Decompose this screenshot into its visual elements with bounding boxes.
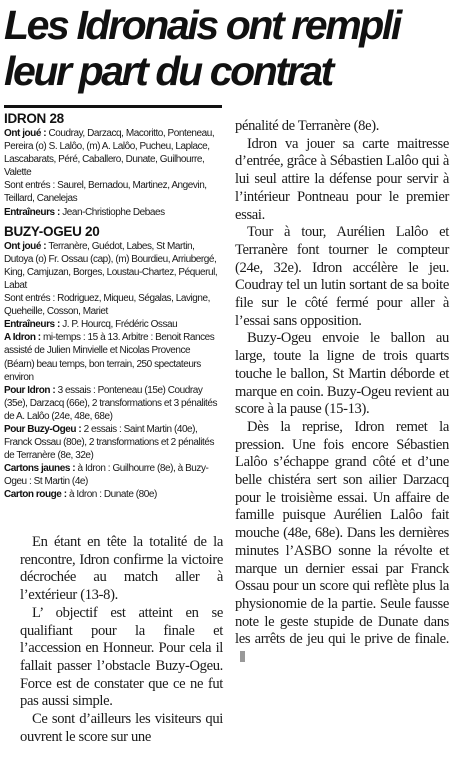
headline-line-2: leur part du contrat: [4, 48, 332, 94]
article-paragraph-last: [235, 419, 449, 667]
a-idron-label: A Idron :: [4, 332, 41, 344]
buzy-substitutes: Sont entrés : Rodriguez, Miqueu, Ségalas, Lavigne, Queheille, Cosson, Mariet: [4, 293, 210, 318]
pour-buzy-label: Pour Buzy-Ogeu :: [4, 423, 82, 435]
end-mark-icon: [240, 651, 245, 662]
yellow-cards-text: à Idron : Guilhourre (8e), à Buzy-Ogeu : St Martin (4e): [4, 463, 209, 488]
buzy-coach-names: J. P. Hourcq, Frédéric Ossau: [62, 319, 178, 331]
idron-coach-names: Jean-Christiophe Debaes: [62, 206, 165, 218]
article-paragraph: Buzy-Ogeu envoie le ballon au large, toute la ligne de trois quarts touche le ballon, St Martin déborde et marque en coin. Buzy-Ogeu revient au score à la pause (15-13).: [235, 330, 449, 418]
idron-substitutes: Sont entrés : Saurel, Bernadou, Martinez, Angevin, Teillard, Canelejas: [4, 180, 207, 205]
article-paragraph: Tour à tour, Aurélien Lalôo et Terranère font tourner le compteur (24e, 32e). Idron accélère le jeu. Coudray tel un lutin sortant de sa boite file sur le côté fermé pour aller à l’essai sans opposition.: [235, 224, 449, 329]
idron-scoring: [4, 384, 222, 423]
match-info-column: [4, 105, 222, 502]
box-top-rule: [4, 105, 222, 108]
match-details-text: mi-temps : 15 à 13. Arbitre : Benoit Rances assisté de Julien Minvielle et Nicolas Provence (Béarn) beau temps, bon terrain, 250 spectateurs environ: [4, 332, 215, 383]
article-paragraph: L’ objectif est atteint en se qualifiant pour la finale et l’accession en Honneur. Pour cela il fallait passer l’obstacle Buzy-Ogeu. Force est de constater que ce ne fut pas aussi simple.: [20, 604, 223, 710]
ont-joue-label: Ont joué :: [4, 240, 47, 252]
red-card: [4, 488, 222, 501]
article-paragraph: En étant en tête la totalité de la rencontre, Idron confirme la victoire décrochée au match aller à l’extérieur (13-8).: [20, 534, 223, 604]
article-paragraph: Ce sont d’ailleurs les visiteurs qui ouvrent le score sur une: [20, 711, 223, 745]
idron-players: Coudray, Darzacq, Macoritto, Ponteneau, Pereira (o) S. Lalôo, (m) A. Lalôo, Pucheu, Laplace, Lascabarats, Péré, Caballero, Dunate, Guilhourre, Valette: [4, 128, 215, 179]
match-info-box: [4, 111, 222, 502]
match-details: [4, 331, 222, 383]
idron-lineup: [4, 127, 222, 179]
buzy-scoring-text: 2 essais : Saint Martin (40e), Franck Ossau (80e), 2 transformations et 2 pénalités de Terranère (8e, 32e): [4, 423, 215, 462]
buzy-coaches: [4, 318, 222, 331]
article-body-right: [235, 118, 449, 667]
idron-team-heading: IDRON 28: [4, 111, 64, 126]
cartons-jaunes-label: Cartons jaunes :: [4, 463, 76, 475]
ont-joue-label: Ont joué :: [4, 128, 47, 139]
article-paragraph: pénalité de Terranère (8e).: [235, 118, 380, 134]
entraineurs-label: Entraîneurs :: [4, 319, 60, 331]
idron-scoring-text: 3 essais : Ponteneau (15e) Coudray (35e), Darzacq (66e), 2 transformations et 3 pénalités de A. Lalôo (24e, 48e, 68e): [4, 384, 218, 422]
article-paragraph: Idron va jouer sa carte maitresse d’entrée, grâce à Sébastien Lalôo qui à lui seul attire la défense pour servir à l’intérieur Pontneau pour le premier essai.: [235, 135, 449, 223]
buzy-scoring: [4, 423, 222, 462]
article-headline: [4, 2, 452, 94]
yellow-cards: [4, 462, 222, 488]
red-card-text: à Idron : Dunate (80e): [68, 489, 157, 501]
buzy-team-heading: BUZY-OGEU 20: [4, 223, 100, 239]
buzy-lineup: [4, 240, 222, 292]
buzy-players: Terranère, Guédot, Labes, St Martin, Dutoya (o) Fr. Ossau (cap), (m) Bourdieu, Arriubergé, King, Camjuzan, Borges, Loustau-Chartez, Péquerul, Labat: [4, 240, 218, 291]
carton-rouge-label: Carton rouge :: [4, 489, 67, 501]
headline-line-1: Les Idronais ont rempli: [4, 2, 400, 48]
pour-idron-label: Pour Idron :: [4, 384, 56, 396]
article-body-left: [20, 534, 223, 746]
entraineurs-label: Entraîneurs :: [4, 206, 60, 218]
idron-coaches: [4, 206, 222, 219]
article-paragraph-text: Dès la reprise, Idron remet la pression. Une fois encore Sébastien Lalôo s’échappe grand côté et d’une belle chistéra sert son ailier Darzacq pour le troisième essai. Un affaire de famille puisque Aurélien Lalôo fait mouche (48e, 68e). Dans les dernières minutes l’ASBO sonne la révolte et marque un dernier essai par Franck Ossau pour un score qui reflète plus la physionomie de la partie. Seule fausse note le geste stupide de Dunate dans les arrêts de jeu qui le prive de finale.: [235, 418, 449, 648]
